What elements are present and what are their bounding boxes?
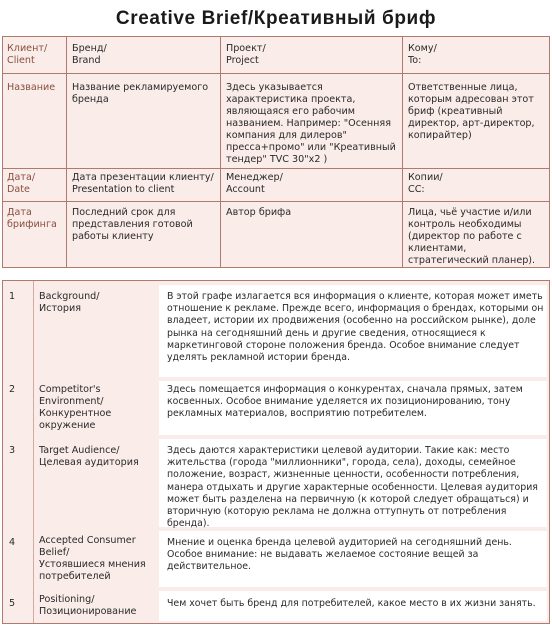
row-briefing-brand: Последний срок для представления готовой работы клиенту xyxy=(72,207,193,242)
header-to: Кому/ To: xyxy=(408,43,437,66)
row-date-to: Копии/ CC: xyxy=(408,172,443,195)
section-4-text: Мнение и оценка бренда целевой аудиторией на сегодняшний день. Особое внимание: не выдавать желаемое состояние вещей за действительное. xyxy=(167,537,512,573)
brief-sections-table xyxy=(2,280,550,624)
row-date-brand: Дата презентации клиенту/ Presentation to client xyxy=(72,172,214,195)
section-2-text: Здесь помещается информация о конкурентах, сначала прямых, затем косвенных. Особое внимание уделяется их позиционированию, тону рекламных материалов, восприятию потребителем. xyxy=(167,384,523,420)
section-1-number: 1 xyxy=(9,291,16,302)
header-brand: Бренд/ Brand xyxy=(72,43,107,66)
section-5-number: 5 xyxy=(9,598,16,609)
row-name-label: Название xyxy=(7,82,56,93)
row-name-project: Здесь указывается характеристика проекта, являющаяся его рабочим названием. Например: "Осенняя компания для дилеров" пресса+промо" или "Креативный тендер" TVC 30"x2 ) xyxy=(226,82,396,165)
row-date-label: Дата/ Date xyxy=(7,172,36,195)
section-5-topic: Positioning/ Позиционирование xyxy=(39,594,137,617)
section-4-topic: Accepted Consumer Belief/ Устоявшиеся мнения потребителей xyxy=(39,535,146,582)
section-2-number: 2 xyxy=(9,384,16,395)
row-name-to: Ответственные лица, которым адресован этот бриф (креативный директор, арт-директор, копирайтер) xyxy=(408,82,535,141)
section-5-text: Чем хочет быть бренд для потребителей, какое место в их жизни занять. xyxy=(167,598,536,609)
brief-header-table xyxy=(2,36,550,268)
section-1-text: В этой графе излагается вся информация о клиенте, которая может иметь отношение к рекламе. Прежде всего, информация о брендах, которыми он владеет, истории их продвижения (особенно на российском рынке), доле рынка на сегодняшний день и другие сведения, относящиеся к маркетинговой стороне положения бренда. Особое внимание следует уделять рекламной истории бренда. xyxy=(167,291,544,364)
section-2-topic: Competitor's Environment/ Конкурентное окружение xyxy=(39,384,112,431)
section-3-topic: Target Audience/ Целевая аудитория xyxy=(39,445,139,468)
row-date-project: Менеджер/ Account xyxy=(226,172,283,195)
header-project: Проект/ Project xyxy=(226,43,266,66)
section-3-text: Здесь даются характеристики целевой аудитории. Такие как: место жительства (города "миллионники", города, села), доходы, семейное положение, возраст, жизненные ценности, особенности потребления, манера отдыхать и другие характерные особенности. Целевая аудитория может быть разделена на первичную (к которой следует обращаться) и вторичную (которую реклама не должна оттупнуть от потребления бренда). xyxy=(167,445,538,530)
section-3-number: 3 xyxy=(9,445,16,456)
row-briefing-label: Дата брифинга xyxy=(7,207,57,230)
section-4-number: 4 xyxy=(9,537,16,548)
section-1-topic: Background/ История xyxy=(39,291,100,314)
row-name-brand: Название рекламируемого бренда xyxy=(72,82,209,105)
header-client: Клиент/ Client xyxy=(7,43,48,66)
row-briefing-to: Лица, чьё участие и/или контроль необходимы (директор по работе с клиентами, стратегический планер). xyxy=(408,207,536,266)
row-briefing-project: Автор брифа xyxy=(226,207,292,218)
page-title: Creative Brief/Креативный бриф xyxy=(115,8,437,29)
